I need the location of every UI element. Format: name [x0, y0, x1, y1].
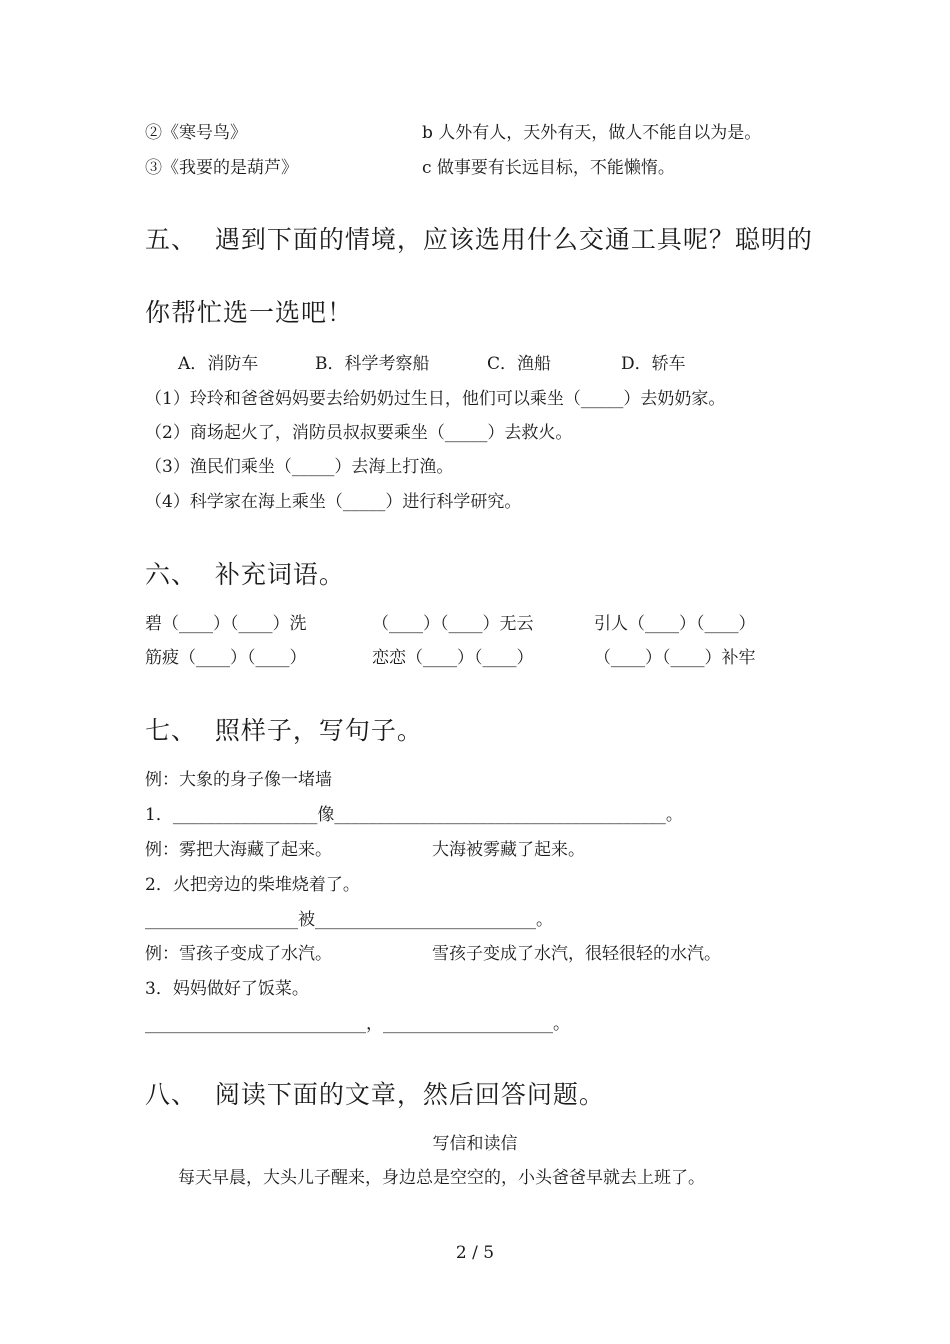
- question-5-2: （2）商场起火了，消防员叔叔要乘坐（_____）去救火。: [145, 423, 573, 443]
- question-7-1: 1．_________________像_______________________________________。: [145, 805, 683, 825]
- matching-right-b: b 人外有人，天外有天，做人不能自以为是。: [422, 123, 762, 143]
- matching-right-c: c 做事要有长远目标，不能懒惰。: [422, 158, 675, 178]
- question-5-4: （4）科学家在海上乘坐（_____）进行科学研究。: [145, 492, 522, 512]
- section-7-title: 七、 照样子，写句子。: [145, 716, 423, 745]
- section-8-title: 八、 阅读下面的文章，然后回答问题。: [145, 1080, 605, 1109]
- example-1: 例：大象的身子像一堵墙: [145, 770, 332, 790]
- idiom-2-3: （____）（____）补牢: [594, 648, 756, 668]
- section-6-title: 六、 补充词语。: [145, 560, 345, 589]
- option-b: B．科学考察船: [315, 354, 430, 374]
- matching-left-3: ③《我要的是葫芦》: [145, 158, 298, 178]
- answer-line-7-2: __________________被__________________________。: [145, 910, 553, 930]
- example-2-original: 例：雾把大海藏了起来。: [145, 840, 332, 860]
- question-5-1: （1）玲玲和爸爸妈妈要去给奶奶过生日，他们可以乘坐（_____）去奶奶家。: [145, 389, 726, 409]
- article-paragraph-1: 每天早晨，大头儿子醒来，身边总是空空的，小头爸爸早就去上班了。: [178, 1168, 705, 1188]
- section-5-title-line1: 五、 遇到下面的情境，应该选用什么交通工具呢？聪明的: [145, 225, 813, 254]
- matching-left-2: ②《寒号鸟》: [145, 123, 247, 143]
- option-a: A．消防车: [178, 354, 259, 374]
- question-7-3: 3．妈妈做好了饭菜。: [145, 979, 309, 999]
- option-c: C．渔船: [487, 354, 552, 374]
- idiom-1-1: 碧（____）（____）洗: [145, 614, 307, 634]
- article-title: 写信和读信: [432, 1134, 518, 1154]
- page-number: 2 / 5: [455, 1243, 495, 1263]
- example-2-rewritten: 大海被雾藏了起来。: [432, 840, 585, 860]
- answer-line-7-3: __________________________，____________________。: [145, 1014, 570, 1034]
- question-7-2: 2．火把旁边的柴堆烧着了。: [145, 875, 360, 895]
- idiom-1-3: 引人（____）（____）: [594, 614, 756, 634]
- idiom-2-1: 筋疲（____）（____）: [145, 648, 307, 668]
- option-d: D．轿车: [621, 354, 686, 374]
- section-5-title-line2: 你帮忙选一选吧！: [145, 298, 354, 327]
- idiom-1-2: （____）（____）无云: [372, 614, 534, 634]
- question-5-3: （3）渔民们乘坐（_____）去海上打渔。: [145, 457, 454, 477]
- example-3-rewritten: 雪孩子变成了水汽，很轻很轻的水汽。: [432, 944, 721, 964]
- example-3-original: 例：雪孩子变成了水汽。: [145, 944, 332, 964]
- idiom-2-2: 恋恋（____）（____）: [372, 648, 534, 668]
